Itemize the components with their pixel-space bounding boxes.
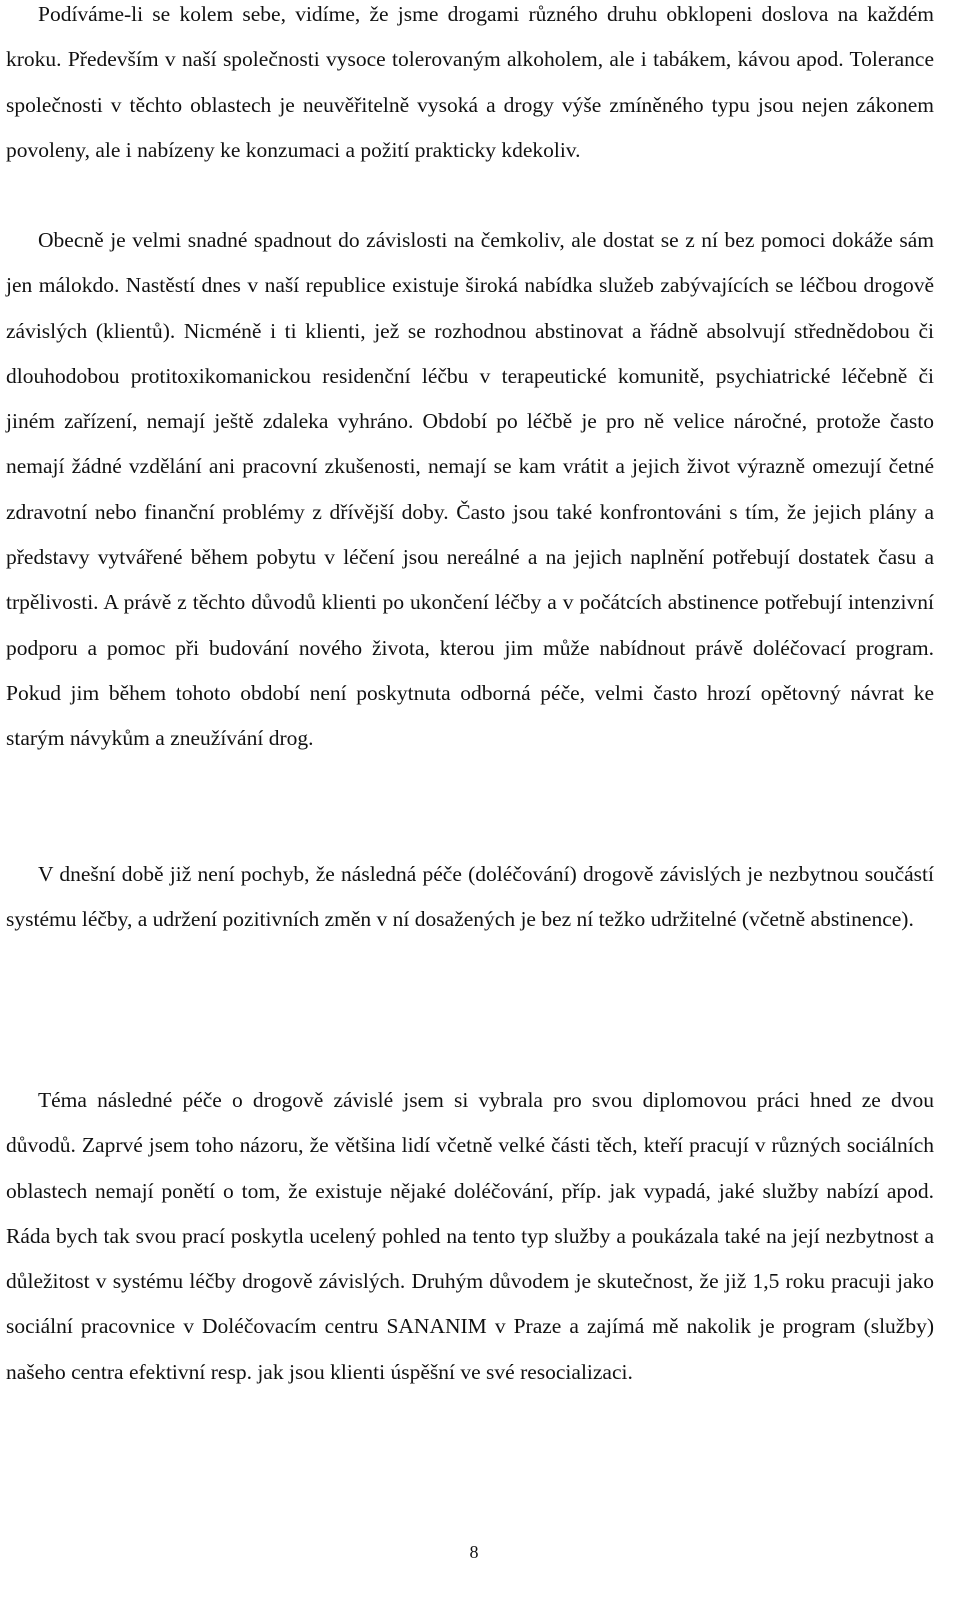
paragraph-drugs-around-us: Podíváme-li se kolem sebe, vidíme, že jsme drogami různého druhu obklopeni doslova na každém kroku. Především v naší společnosti vysoce tolerovaným alkoholem, ale i tabákem, kávou apod. Tolerance společnosti v těchto oblastech je neuvěřitelně vysoká a drogy výše zmíněného typu jsou nejen zákonem povoleny, ale i nabízeny ke konzumaci a požití prakticky kdekoliv. <box>6 2 934 162</box>
document-page <box>6 0 934 1610</box>
page-number: 8 <box>469 1542 479 1562</box>
paragraph-addiction-and-treatment: Obecně je velmi snadné spadnout do závislosti na čemkoliv, ale dostat se z ní bez pomoci dokáže sám jen málokdo. Nastěstí dnes v naší republice existuje široká nabídka služeb zabývajících se léčbou drogově závislých (klientů). Nicméně i ti klienti, jež se rozhodnou abstinovat a řádně absolvují střednědobou či dlouhodobou protitoxikomanickou residenční léčbu v terapeutické komunitě, psychiatrické léčebně či jiném zařízení, nemají ještě zdaleka vyhráno. Období po léčbě je pro ně velice náročné, protože často nemají žádné vzdělání ani pracovní zkušenosti, nemají se kam vrátit a jejich život výrazně omezují četné zdravotní nebo finanční problémy z dřívější doby. Často jsou také konfrontováni s tím, že jejich plány a představy vytvářené během pobytu v léčení jsou nereálné a na jejich naplnění potřebují dostatek času a trpělivosti. A právě z těchto důvodů klienti po ukončení léčby a v počátcích abstinence potřebují intenzivní podporu a pomoc při budování nového života, kterou jim může nabídnout právě doléčovací program. Pokud jim během tohoto období není poskytnuta odborná péče, velmi často hrozí opětovný návrat ke starým návykům a zneužívání drog. <box>6 228 934 751</box>
paragraph-aftercare-necessity: V dnešní době již není pochyb, že následná péče (doléčování) drogově závislých je nezbytnou součástí systému léčby, a udržení pozitivních změn v ní dosažených je bez ní težko udržitelné (včetně abstinence). <box>6 862 934 932</box>
paragraph-thesis-motivation: Téma následné péče o drogově závislé jsem si vybrala pro svou diplomovou práci hned ze dvou důvodů. Zaprvé jsem toho názoru, že většina lidí včetně velké části těch, kteří pracují v různých sociálních oblastech nemají ponětí o tom, že existuje nějaké doléčování, příp. jak vypadá, jaké služby nabízí apod. Ráda bych tak svou prací poskytla ucelený pohled na tento typ služby a poukázala také na její nezbytnost a důležitost v systému léčby drogově závislých. Druhým důvodem je skutečnost, že již 1,5 roku pracuji jako sociální pracovnice v Doléčovacím centru SANANIM v Praze a zajímá mě nakolik je program (služby) našeho centra efektivní resp. jak jsou klienti úspěšní ve své resocializaci. <box>6 1088 934 1384</box>
